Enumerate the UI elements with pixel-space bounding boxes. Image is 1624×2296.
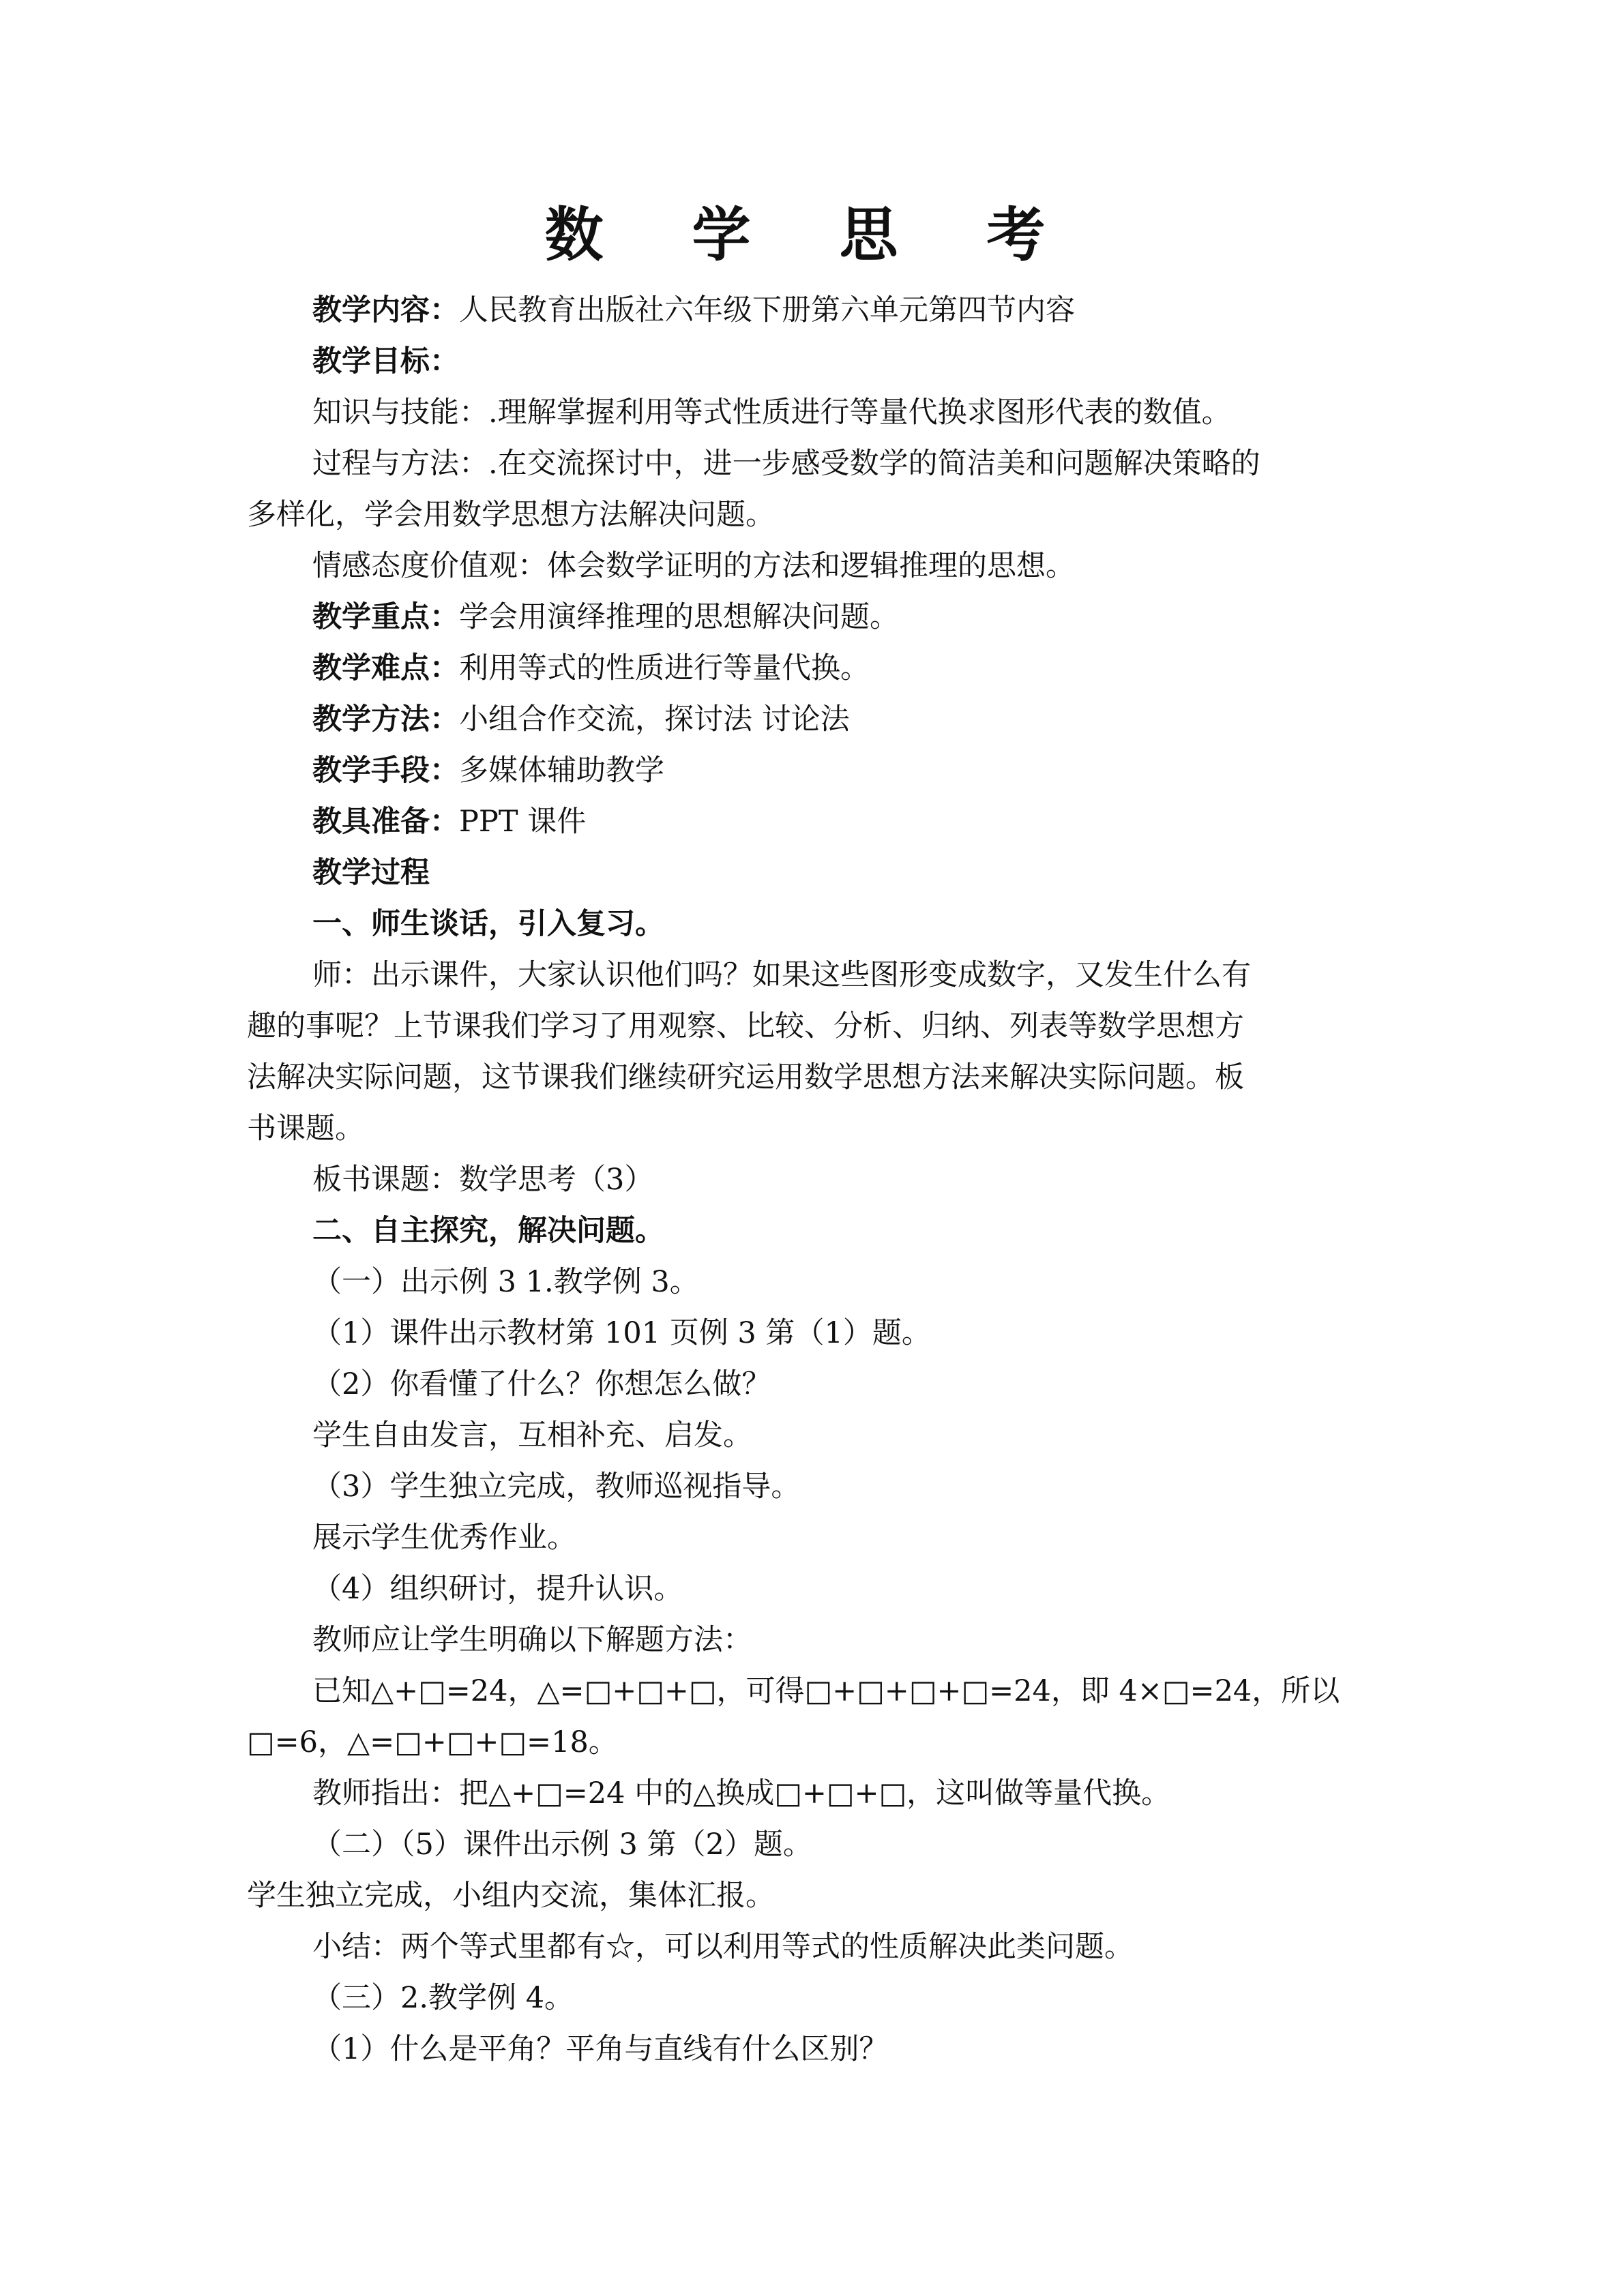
solution-line-2: □=6，△=□+□+□=18。 bbox=[247, 1725, 618, 1759]
section-1-para-line-4: 书课题。 bbox=[247, 1112, 364, 1146]
part-3-line: （三）2.教学例 4。 bbox=[312, 1981, 574, 2015]
goal-emotion: 情感态度价值观：体会数学证明的方法和逻辑推理的思想。 bbox=[312, 549, 1075, 583]
section-2-line: （4）组织研讨，提升认识。 bbox=[312, 1572, 683, 1606]
teaching-content-line bbox=[247, 285, 1372, 336]
section-2-line: 学生自由发言，互相补充、启发。 bbox=[312, 1418, 752, 1452]
section-2-line: 教师应让学生明确以下解题方法： bbox=[312, 1623, 752, 1657]
board-title-line: 板书课题：数学思考（3） bbox=[312, 1163, 654, 1197]
section-2-line: 展示学生优秀作业。 bbox=[312, 1521, 576, 1555]
means-label: 教学手段： bbox=[312, 754, 459, 788]
difficulty-value: 利用等式的性质进行等量代换。 bbox=[459, 651, 870, 685]
teacher-note: 教师指出：把△+□=24 中的△换成□+□+□，这叫做等量代换。 bbox=[312, 1776, 1171, 1810]
page-title: 数 学 思 考 bbox=[544, 200, 1080, 269]
part-2-line: （二）（5）课件出示例 3 第（2）题。 bbox=[312, 1828, 812, 1862]
teaching-goals-line bbox=[247, 336, 1372, 387]
section-2-line: （3）学生独立完成，教师巡视指导。 bbox=[312, 1470, 801, 1504]
teaching-content-value: 人民教育出版社六年级下册第六单元第四节内容 bbox=[459, 293, 1075, 327]
method-label: 教学方法： bbox=[312, 702, 459, 736]
means-line bbox=[247, 745, 1372, 796]
difficulty-line bbox=[247, 643, 1372, 694]
section-1-para-line-3: 法解决实际问题，这节课我们继续研究运用数学思想方法来解决实际问题。板 bbox=[247, 1060, 1244, 1094]
teaching-content-label: 教学内容： bbox=[312, 293, 459, 327]
method-line bbox=[247, 694, 1372, 745]
document-body bbox=[247, 285, 1372, 2075]
difficulty-label: 教学难点： bbox=[312, 651, 459, 685]
section-1-heading: 一、师生谈话，引入复习。 bbox=[312, 907, 664, 941]
goal-knowledge: 知识与技能：.理解掌握利用等式性质进行等量代换求图形代表的数值。 bbox=[312, 396, 1231, 430]
key-point-line bbox=[247, 592, 1372, 643]
teaching-goals-label: 教学目标： bbox=[312, 344, 459, 378]
tools-line bbox=[247, 796, 1372, 848]
tools-label: 教具准备： bbox=[312, 805, 459, 839]
goal-process-line-2: 多样化，学会用数学思想方法解决问题。 bbox=[247, 498, 775, 532]
means-value: 多媒体辅助教学 bbox=[459, 754, 664, 788]
goal-process-line-1: 过程与方法：.在交流探讨中，进一步感受数学的简洁美和问题解决策略的 bbox=[312, 447, 1260, 481]
process-heading: 教学过程 bbox=[312, 856, 430, 890]
section-2-line: （1）课件出示教材第 101 页例 3 第（1）题。 bbox=[312, 1316, 931, 1350]
part-2-note: 学生独立完成，小组内交流，集体汇报。 bbox=[247, 1879, 775, 1913]
key-point-value: 学会用演绎推理的思想解决问题。 bbox=[459, 600, 899, 634]
solution-line-1: 已知△+□=24，△=□+□+□，可得□+□+□+□=24，即 4×□=24，所以 bbox=[312, 1674, 1340, 1708]
tools-value: PPT 课件 bbox=[459, 805, 587, 839]
method-value: 小组合作交流，探讨法 讨论法 bbox=[459, 702, 850, 736]
summary-line: 小结：两个等式里都有☆，可以利用等式的性质解决此类问题。 bbox=[312, 1930, 1134, 1964]
key-point-label: 教学重点： bbox=[312, 600, 459, 634]
section-1-para-line-1: 师：出示课件，大家认识他们吗？如果这些图形变成数字，又发生什么有 bbox=[312, 958, 1251, 992]
part-3-question-1: （1）什么是平角？平角与直线有什么区别？ bbox=[312, 2032, 889, 2066]
section-2-line: （2）你看懂了什么？你想怎么做？ bbox=[312, 1367, 771, 1401]
section-1-para-line-2: 趣的事呢？上节课我们学习了用观察、比较、分析、归纳、列表等数学思想方 bbox=[247, 1009, 1244, 1043]
section-2-line: （一）出示例 3 1.教学例 3。 bbox=[312, 1265, 699, 1299]
section-2-heading: 二、自主探究，解决问题。 bbox=[312, 1214, 664, 1248]
